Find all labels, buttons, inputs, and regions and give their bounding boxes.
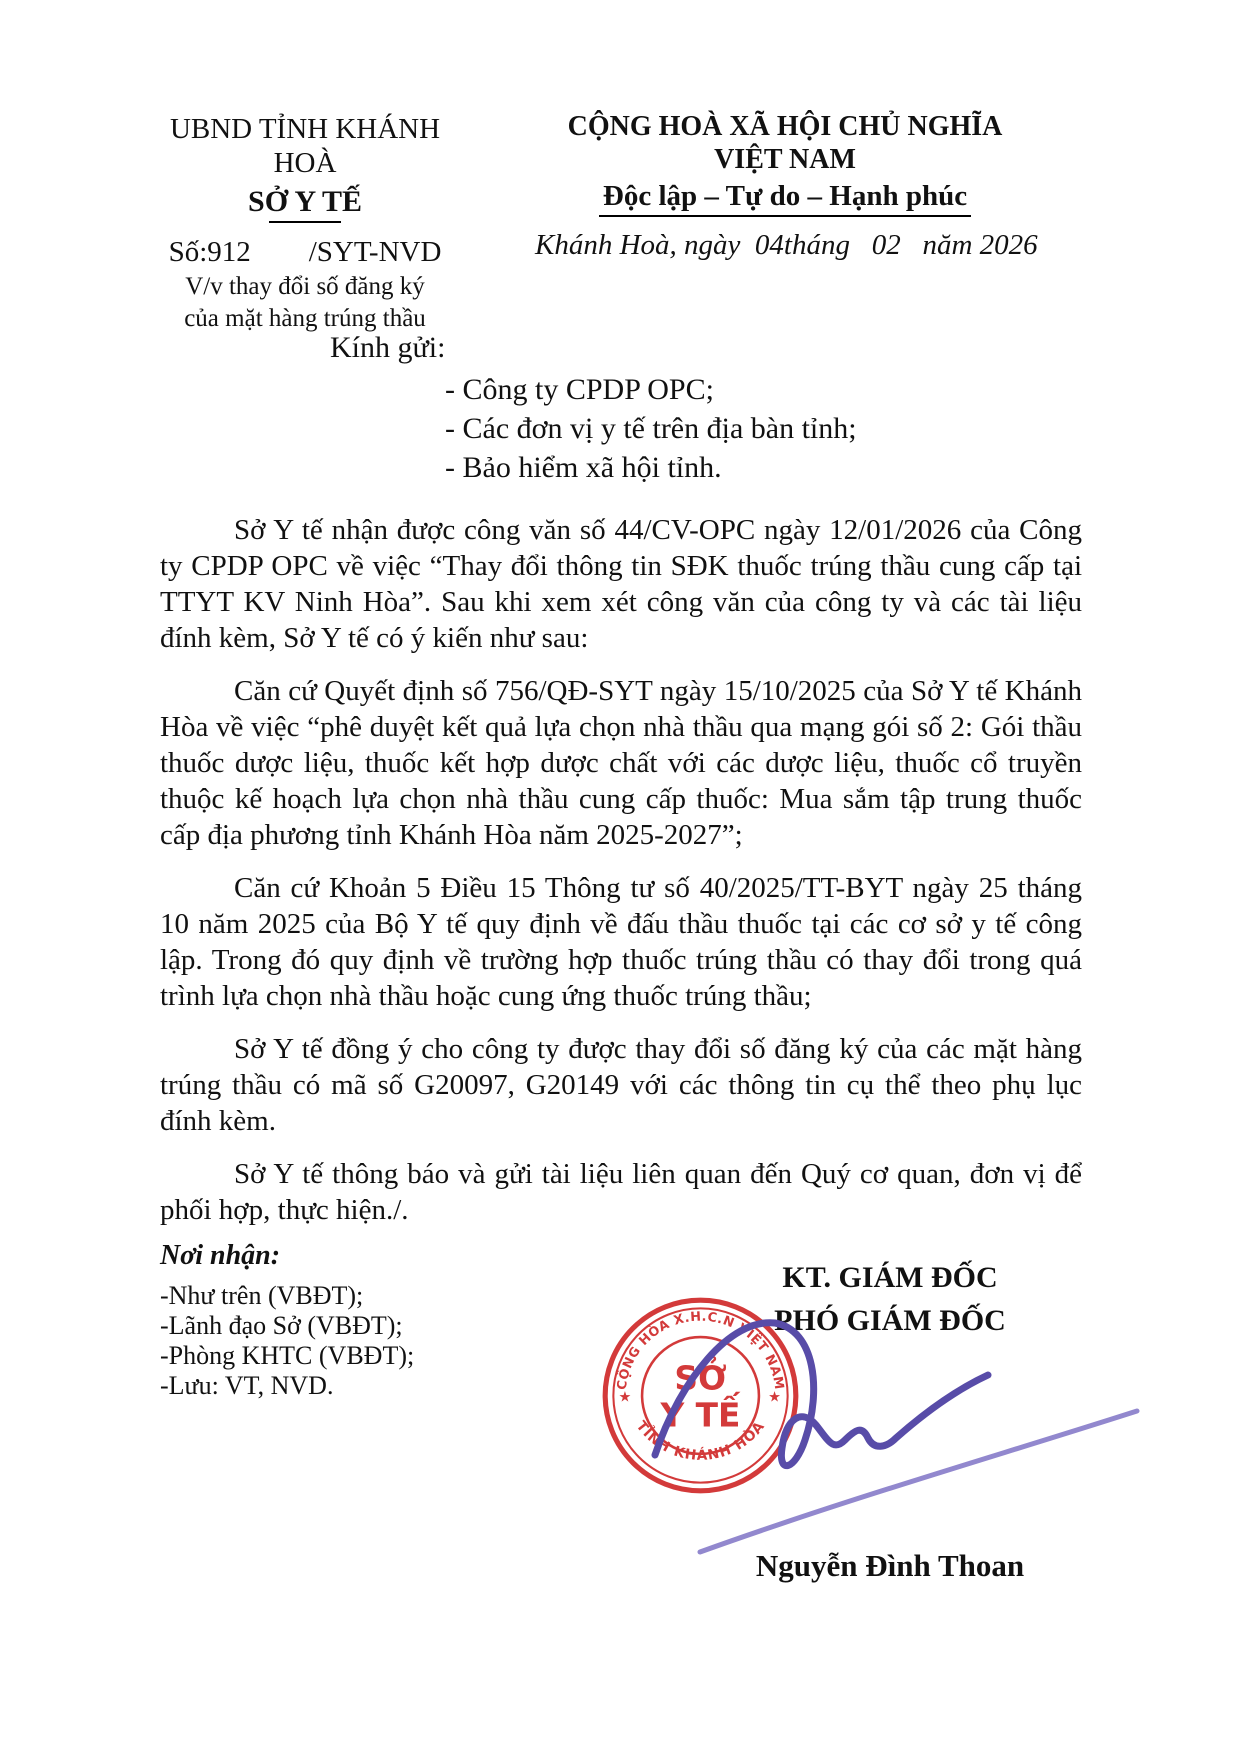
national-motto: Độc lập – Tự do – Hạnh phúc bbox=[599, 179, 971, 217]
handwritten-signature bbox=[600, 1290, 1160, 1560]
agency-parent-name: UBND TỈNH KHÁNH HOÀ bbox=[169, 113, 441, 179]
document-subject-line-1: V/v thay đổi số đăng ký bbox=[185, 273, 425, 300]
salutation-label: Kính gửi: bbox=[330, 331, 446, 364]
distribution-label: Nơi nhận: bbox=[160, 1240, 281, 1271]
document-subject-line-2: của mặt hàng trúng thầu bbox=[184, 305, 426, 332]
recipient-list bbox=[445, 370, 857, 487]
place-date-line: Khánh Hoà, ngày 04tháng 02 năm 2026 bbox=[535, 229, 1038, 261]
signature-stroke bbox=[655, 1323, 988, 1466]
body-paragraph: Sở Y tế thông báo và gửi tài liệu liên quan đến Quý cơ quan, đơn vị để phối hợp, thực hiện./. bbox=[160, 1158, 1082, 1226]
recipient-item: - Công ty CPDP OPC; bbox=[445, 373, 714, 406]
document-number: Số:912 /SYT-NVD bbox=[168, 236, 442, 268]
body-paragraph: Căn cứ Khoản 5 Điều 15 Thông tư số 40/2025/TT-BYT ngày 25 tháng 10 năm 2025 của Bộ Y tế quy định về đấu thầu thuốc tại các cơ sở y tế công lập. Trong đó quy định về trường hợp thuốc trúng thầu có thay đổi trong quá trình lựa chọn nhà thầu hoặc cung ứng thuốc trúng thầu; bbox=[160, 872, 1082, 1012]
distribution-item: -Phòng KHTC (VBĐT); bbox=[160, 1341, 415, 1370]
recipient-item: - Bảo hiểm xã hội tỉnh. bbox=[445, 451, 722, 484]
seal-bottom-arc-text: TỈNH KHÁNH HÒA bbox=[632, 1418, 769, 1464]
signer-title-pho-giam-doc: PHÓ GIÁM ĐỐC bbox=[774, 1304, 1006, 1337]
signer-name: Nguyễn Đình Thoan bbox=[755, 1548, 1025, 1583]
distribution-item: -Như trên (VBĐT); bbox=[160, 1281, 364, 1310]
body-paragraph: Căn cứ Quyết định số 756/QĐ-SYT ngày 15/10/2025 của Sở Y tế Khánh Hòa về việc “phê duyệt kết quả lựa chọn nhà thầu qua mạng gói số 2: Gói thầu thuốc dược liệu, thuốc kết hợp dược chất với các dược liệu, thuốc cổ truyền thuộc kế hoạch lựa chọn nhà thầu cung cấp thuốc: Mua sắm tập trung thuốc cấp địa phương tỉnh Khánh Hòa năm 2025-2027”; bbox=[160, 675, 1082, 851]
issuing-agency-block bbox=[140, 112, 470, 333]
seal-star-right-icon: ★ bbox=[768, 1389, 782, 1406]
signer-title-kt-giam-doc: KT. GIÁM ĐỐC bbox=[782, 1261, 998, 1294]
distribution-item: -Lưu: VT, NVD. bbox=[160, 1371, 334, 1400]
signature-flourish-stroke bbox=[700, 1411, 1137, 1552]
agency-name-underline bbox=[269, 221, 341, 223]
seal-top-arc-text: CỘNG HÒA X.H.C.N VIỆT NAM bbox=[614, 1309, 787, 1391]
seal-star-left-icon: ★ bbox=[618, 1389, 632, 1406]
distribution-list bbox=[160, 1281, 414, 1401]
recipient-item: - Các đơn vị y tế trên địa bàn tỉnh; bbox=[445, 412, 857, 445]
seal-center-line-1: SỞ bbox=[674, 1359, 727, 1398]
distribution-block bbox=[160, 1240, 414, 1401]
document-body bbox=[160, 512, 1082, 1245]
national-header-block bbox=[535, 110, 1038, 262]
agency-name: SỞ Y TẾ bbox=[248, 185, 362, 218]
body-paragraph: Sở Y tế đồng ý cho công ty được thay đổi số đăng ký của các mặt hàng trúng thầu có mã số G20097, G20149 với các thông tin cụ thể theo phụ lục đính kèm. bbox=[160, 1033, 1082, 1137]
national-title: CỘNG HOÀ XÃ HỘI CHỦ NGHĨA VIỆT NAM bbox=[567, 111, 1003, 175]
distribution-item: -Lãnh đạo Sở (VBĐT); bbox=[160, 1311, 403, 1340]
body-paragraph: Sở Y tế nhận được công văn số 44/CV-OPC ngày 12/01/2026 của Công ty CPDP OPC về việc “Thay đổi thông tin SĐK thuốc trúng thầu cung cấp tại TTYT KV Ninh Hòa”. Sau khi xem xét công văn của công ty và các tài liệu đính kèm, Sở Y tế có ý kiến như sau: bbox=[160, 514, 1082, 654]
seal-center-line-2: Y TẾ bbox=[660, 1396, 741, 1435]
